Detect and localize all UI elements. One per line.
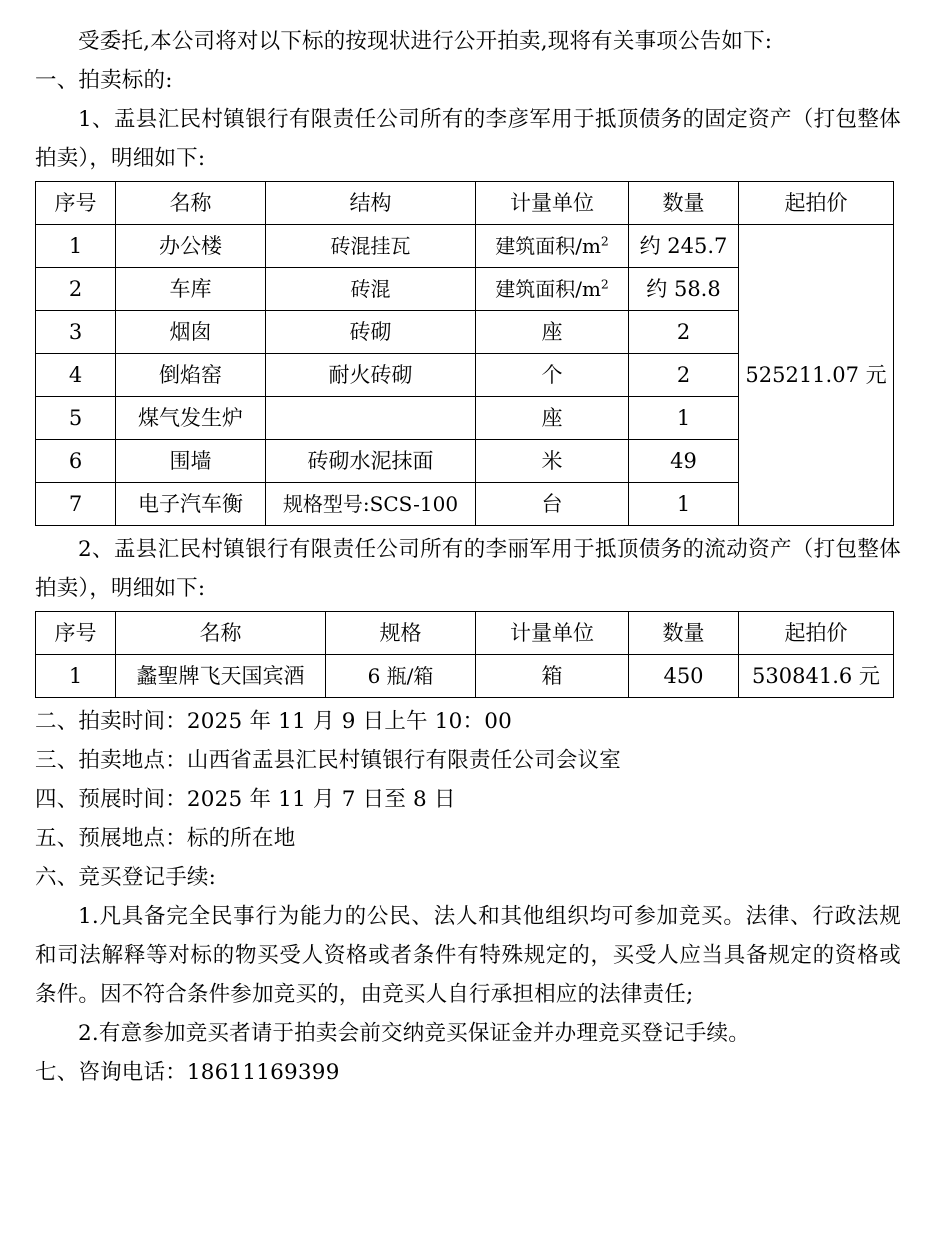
cell-quantity: 2 (629, 311, 739, 354)
header-cell-unit: 计量单位 (476, 612, 629, 655)
cell-structure: 砖砌 (266, 311, 476, 354)
cell-quantity: 450 (629, 655, 739, 698)
header-cell-price: 起拍价 (739, 612, 894, 655)
cell-starting-price: 525211.07 元 (739, 225, 894, 526)
section-6-item-1: 1.凡具备完全民事行为能力的公民、法人和其他组织均可参加竞买。法律、行政法规和司法解释等对标的物买受人资格或者条件有特殊规定的，买受人应当具备规定的资格或条件。因不符合条件参加竞买的，由竞买人自行承担相应的法律责任; (35, 904, 901, 1007)
header-cell-no: 序号 (36, 182, 116, 225)
cell-unit: 箱 (476, 655, 629, 698)
cell-structure: 耐火砖砌 (266, 354, 476, 397)
cell-quantity: 1 (629, 397, 739, 440)
header-cell-unit: 计量单位 (476, 182, 629, 225)
cell-unit (476, 225, 629, 268)
cell-quantity: 约 58.8 (629, 268, 739, 311)
header-cell-quantity: 数量 (629, 612, 739, 655)
cell-unit-superscript: 2 (600, 232, 609, 248)
cell-name: 办公楼 (116, 225, 266, 268)
current-assets-intro: 2、盂县汇民村镇银行有限责任公司所有的李丽军用于抵顶债务的流动资产（打包整体拍卖），明细如下: (35, 537, 901, 601)
cell-unit (476, 483, 629, 526)
cell-name: 倒焰窑 (116, 354, 266, 397)
table-header-row (36, 182, 894, 225)
cell-name: 煤气发生炉 (116, 397, 266, 440)
cell-no: 3 (36, 311, 116, 354)
cell-structure: 规格型号:SCS-100 (266, 483, 476, 526)
cell-name: 烟囱 (116, 311, 266, 354)
header-cell-quantity: 数量 (629, 182, 739, 225)
cell-name: 蠡聖牌飞天国宾酒 (116, 655, 326, 698)
header-cell-price: 起拍价 (739, 182, 894, 225)
header-cell-structure: 结构 (266, 182, 476, 225)
cell-unit-text: 米 (541, 448, 563, 473)
fixed-assets-intro: 1、盂县汇民村镇银行有限责任公司所有的李彦军用于抵顶债务的固定资产（打包整体拍卖），明细如下: (35, 107, 901, 171)
cell-no: 2 (36, 268, 116, 311)
table-row (36, 225, 894, 268)
cell-structure (266, 397, 476, 440)
section-7-contact-phone: 七、咨询电话：18611169399 (35, 1060, 340, 1085)
section-2-auction-time: 二、拍卖时间：2025 年 11 月 9 日上午 10：00 (35, 709, 512, 734)
header-cell-no: 序号 (36, 612, 116, 655)
sections-list (35, 702, 901, 1092)
table-header-row (36, 612, 894, 655)
cell-spec: 6 瓶/箱 (326, 655, 476, 698)
cell-no: 7 (36, 483, 116, 526)
cell-name: 电子汽车衡 (116, 483, 266, 526)
section-4-preview-time: 四、预展时间：2025 年 11 月 7 日至 8 日 (35, 787, 456, 812)
cell-no: 4 (36, 354, 116, 397)
cell-no: 6 (36, 440, 116, 483)
cell-name: 围墙 (116, 440, 266, 483)
cell-no: 1 (36, 225, 116, 268)
cell-unit-text: 台 (541, 491, 563, 516)
header-cell-name: 名称 (116, 612, 326, 655)
current-assets-table (35, 611, 894, 698)
section-3-auction-place: 三、拍卖地点：山西省盂县汇民村镇银行有限责任公司会议室 (35, 748, 621, 773)
cell-structure: 砖混 (266, 268, 476, 311)
cell-unit (476, 311, 629, 354)
cell-no: 5 (36, 397, 116, 440)
header-cell-name: 名称 (116, 182, 266, 225)
cell-unit (476, 397, 629, 440)
cell-unit-text: 座 (541, 405, 563, 430)
cell-unit-text: 个 (541, 362, 563, 387)
cell-quantity: 49 (629, 440, 739, 483)
intro-paragraph: 受委托,本公司将对以下标的按现状进行公开拍卖,现将有关事项公告如下: (78, 29, 773, 54)
section-5-preview-place: 五、预展地点：标的所在地 (35, 826, 296, 851)
cell-structure: 砖砌水泥抹面 (266, 440, 476, 483)
section-6-item-2: 2.有意参加竞买者请于拍卖会前交纳竞买保证金并办理竞买登记手续。 (78, 1021, 750, 1046)
cell-unit (476, 440, 629, 483)
cell-price: 530841.6 元 (739, 655, 894, 698)
cell-no: 1 (36, 655, 116, 698)
header-cell-spec: 规格 (326, 612, 476, 655)
cell-quantity: 2 (629, 354, 739, 397)
cell-unit-text: 建筑面积/m (495, 276, 601, 301)
cell-unit (476, 268, 629, 311)
cell-quantity: 约 245.7 (629, 225, 739, 268)
cell-unit-text: 座 (541, 319, 563, 344)
cell-unit (476, 354, 629, 397)
section-1-heading: 一、拍卖标的: (35, 68, 173, 93)
cell-quantity: 1 (629, 483, 739, 526)
cell-structure: 砖混挂瓦 (266, 225, 476, 268)
fixed-assets-table (35, 181, 894, 526)
cell-name: 车库 (116, 268, 266, 311)
cell-unit-text: 建筑面积/m (495, 233, 601, 258)
section-6-heading: 六、竞买登记手续: (35, 865, 217, 890)
cell-unit-superscript: 2 (600, 275, 609, 291)
table-row (36, 655, 894, 698)
